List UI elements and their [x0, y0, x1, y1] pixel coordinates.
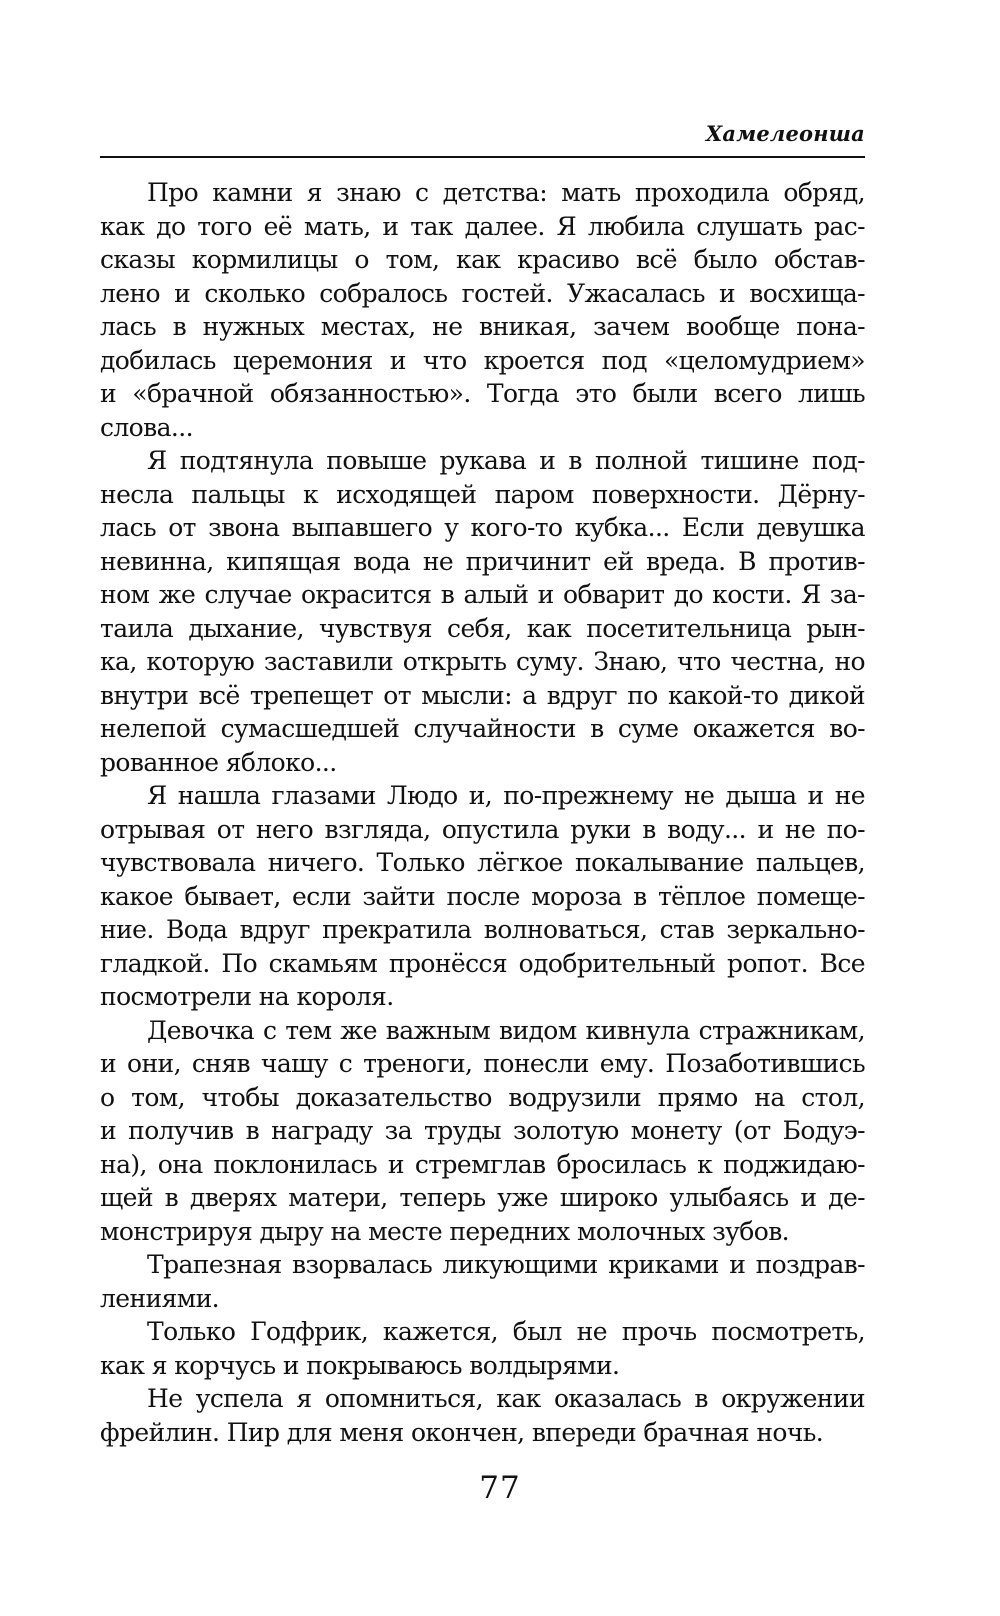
text-line: рованное яблоко... [100, 747, 337, 777]
text-line: о том, чтобы доказательство водрузили прямо на стол, [100, 1082, 865, 1112]
text-line: Про камни я знаю с детства: мать проходила обряд, [147, 178, 865, 207]
text-line: гладкой. По скамьям пронёсся одобрительный ропот. Все [100, 948, 865, 978]
text-line: лениями. [100, 1283, 220, 1313]
text-line: на), она поклонилась и стремглав бросилась к поджидаю- [100, 1149, 865, 1179]
text-line: ном же случае окрасится в алый и обварит до кости. Я за- [100, 580, 865, 609]
page-number: 77 [479, 1470, 521, 1506]
text-line: Только Годфрик, кажется, был не прочь посмотреть, [147, 1317, 865, 1346]
text-line: ка, которую заставили открыть суму. Знаю, что честна, но [100, 647, 865, 676]
text-line: посмотрели на короля. [100, 982, 394, 1011]
text-line: ние. Вода вдруг прекратила волноваться, став зеркально- [100, 915, 865, 944]
text-line: какое бывает, если зайти после мороза в тёплое помеще- [100, 881, 865, 911]
text-line: фрейлин. Пир для меня окончен, впереди брачная ночь. [100, 1417, 824, 1447]
text-line: монстрируя дыру на месте передних молочных зубов. [100, 1216, 790, 1246]
text-line: Я подтянула повыше рукава и в полной тишине под- [147, 446, 865, 475]
text-line: Трапезная взорвалась ликующими криками и поздрав- [147, 1250, 865, 1279]
text-line: таила дыхание, чувствуя себя, как посетительница рын- [100, 613, 865, 643]
text-line: как до того её мать, и так далее. Я любила слушать рас- [100, 211, 865, 241]
text-line: отрывая от него взгляда, опустила руки в воду... и не по- [100, 814, 865, 844]
text-line: и «брачной обязанностью». Тогда это были всего лишь [100, 379, 865, 408]
text-line: лась в нужных местах, не вникая, зачем вообще пона- [100, 312, 865, 341]
text-line: Не успела я опомниться, как оказалась в окружении [147, 1384, 865, 1413]
text-line: слова... [100, 412, 193, 442]
running-header [100, 120, 865, 158]
text-line: сказы кормилицы о том, как красиво всё было обстав- [100, 245, 865, 274]
text-line: добилась церемония и что кроется под «целомудрием» [100, 345, 865, 375]
text-line: лено и сколько собралось гостей. Ужасалась и восхища- [100, 278, 865, 308]
text-line: как я корчусь и покрываюсь волдырями. [100, 1350, 620, 1380]
text-line: щей в дверях матери, теперь уже широко улыбаясь и де- [100, 1183, 865, 1212]
text-line: Девочка с тем же важным видом кивнула стражникам, [147, 1015, 865, 1045]
text-line: невинна, кипящая вода не причинит ей вреда. В против- [100, 546, 865, 576]
text-line: и получив в награду за труды золотую монету (от Бодуэ- [100, 1116, 865, 1145]
running-title: Хамелеонша [705, 121, 865, 146]
text-line: Я нашла глазами Людо и, по-прежнему не дыша и не [147, 781, 865, 810]
text-line: лась от звона выпавшего у кого-то кубка... Если девушка [100, 513, 865, 542]
text-line: чувствовала ничего. Только лёгкое покалывание пальцев, [100, 848, 865, 877]
text-line: и они, сняв чашу с треноги, понесли ему. Позаботившись [100, 1049, 865, 1078]
text-line: несла пальцы к исходящей паром поверхности. Дёрну- [100, 479, 865, 509]
text-line: внутри всё трепещет от мысли: а вдруг по какой-то дикой [100, 680, 865, 710]
text-line: нелепой сумасшедшей случайности в суме окажется во- [100, 714, 865, 743]
body-text [100, 176, 865, 1449]
